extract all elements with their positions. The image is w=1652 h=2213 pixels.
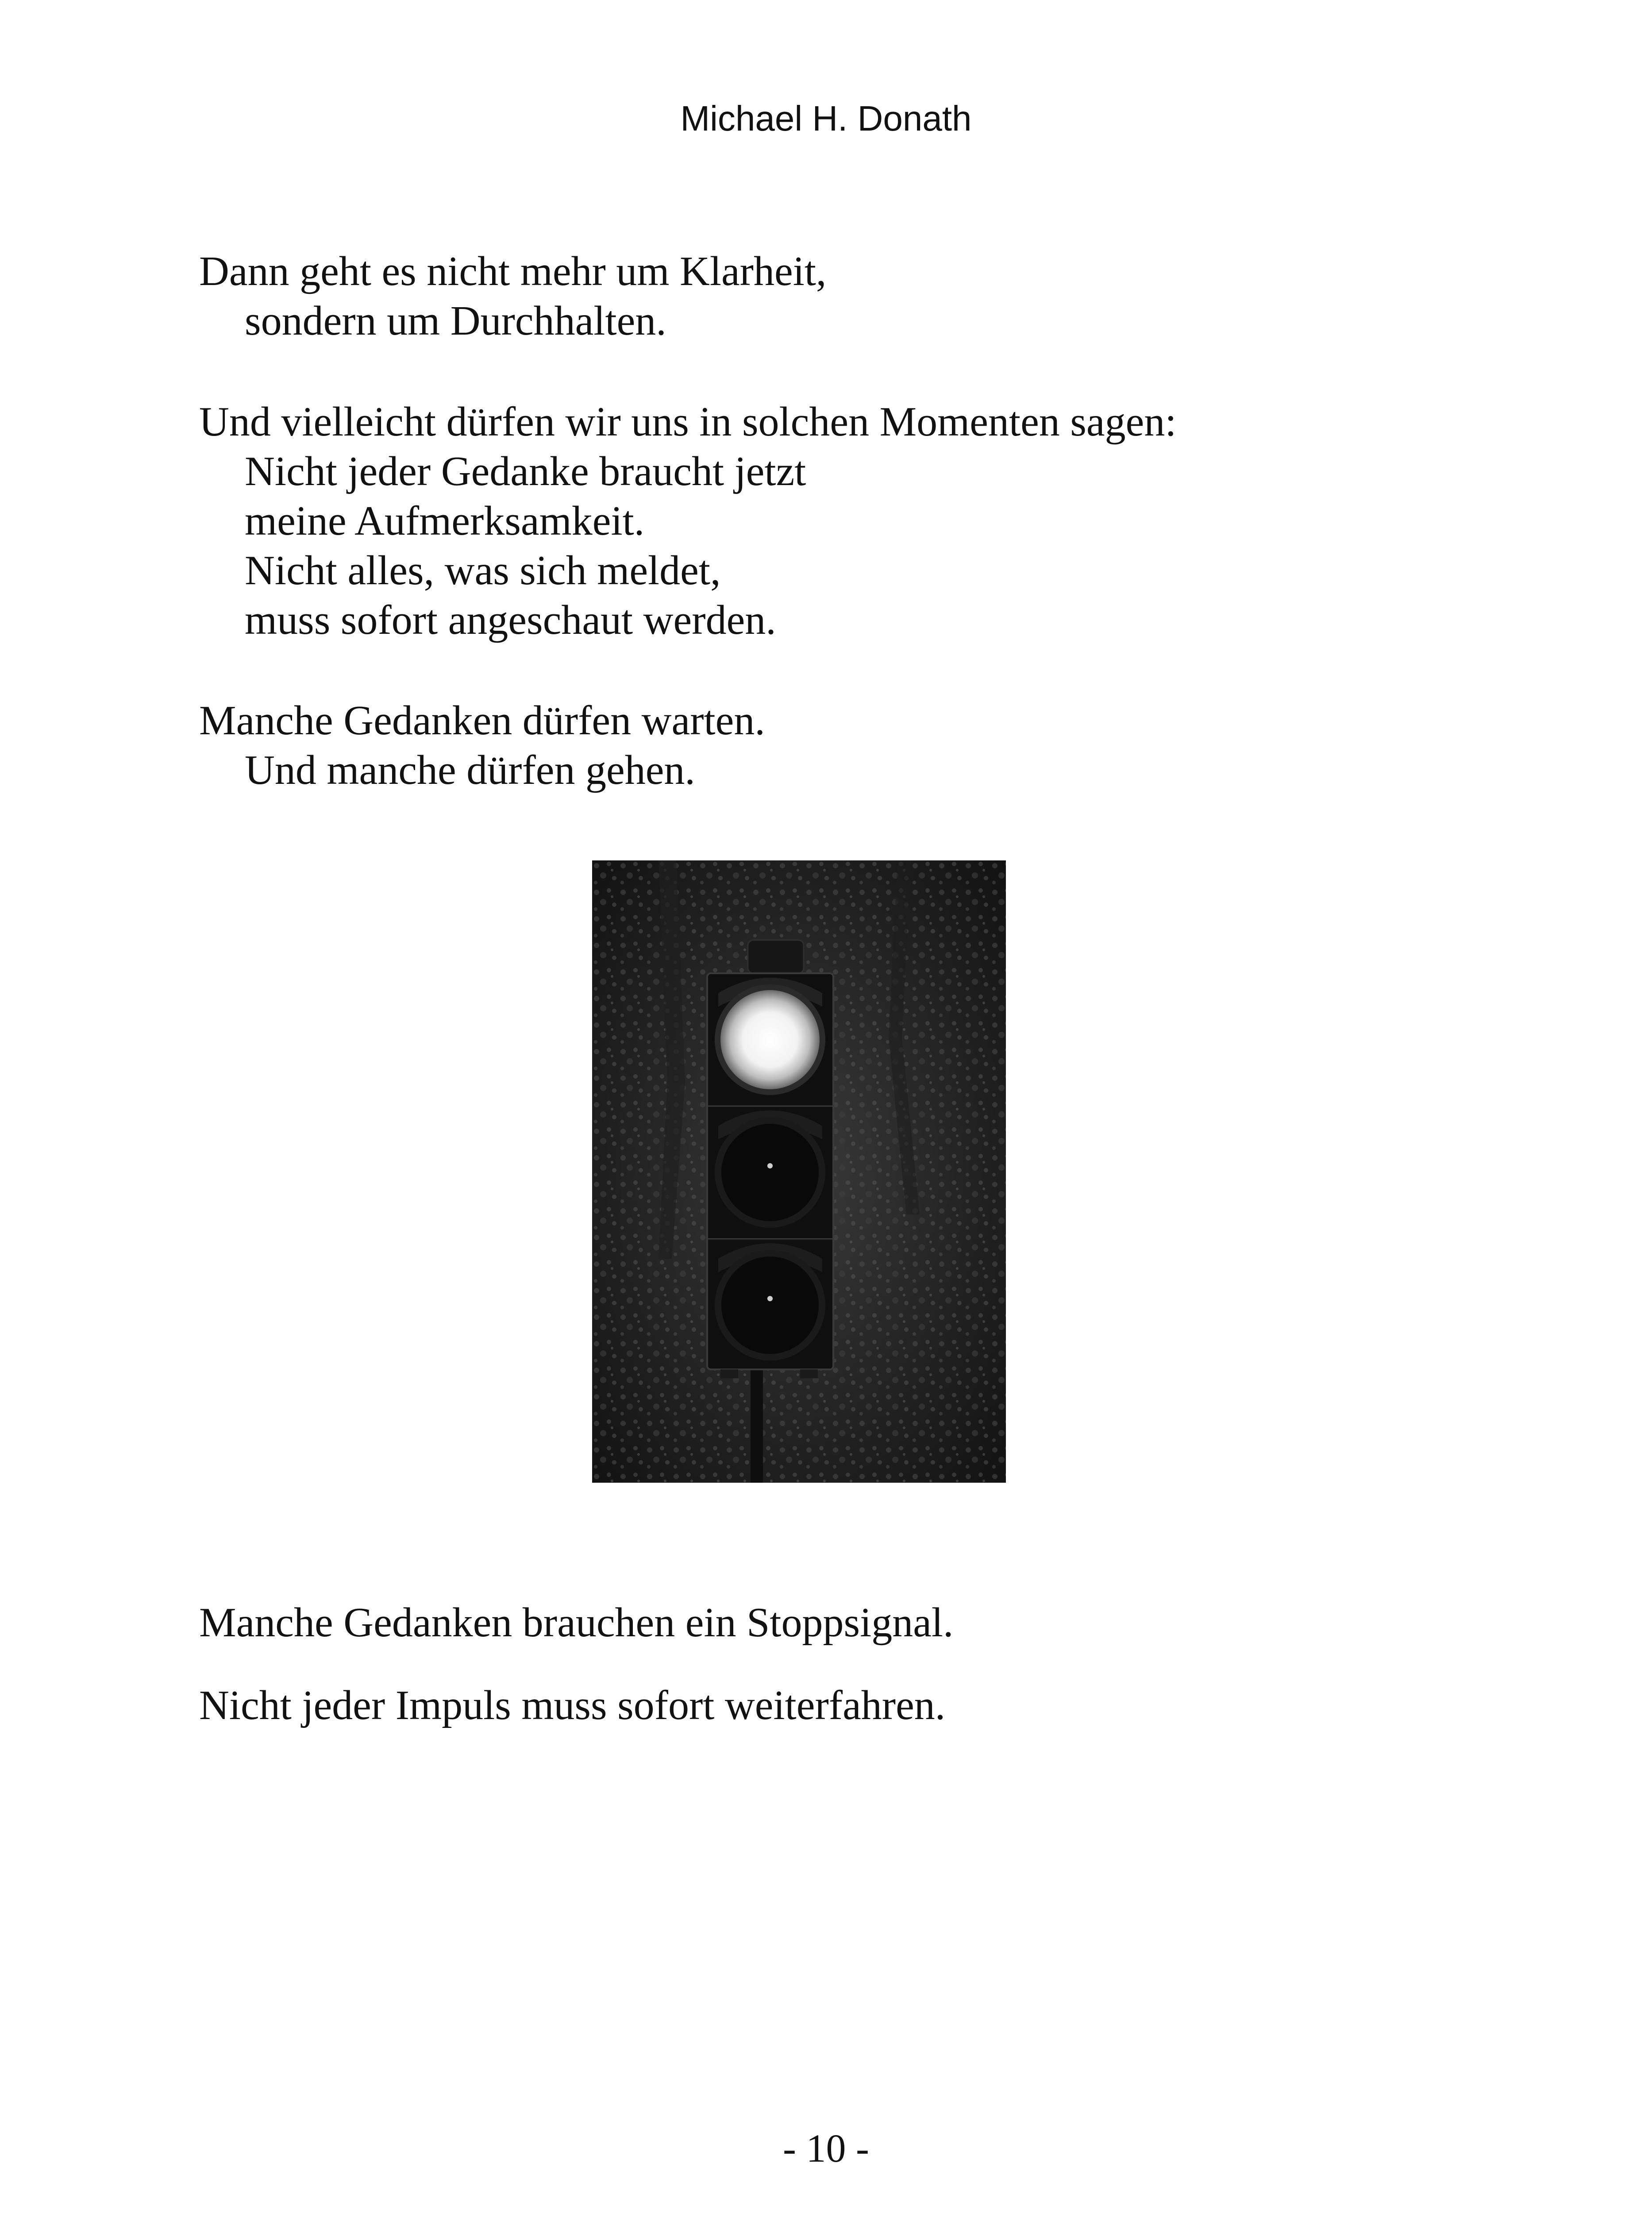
text-line: muss sofort angeschaut werden. bbox=[245, 597, 776, 643]
page-header-author: Michael H. Donath bbox=[680, 99, 972, 138]
text-line: Nicht jeder Impuls muss sofort weiterfahren. bbox=[199, 1682, 946, 1728]
text-line: meine Aufmerksamkeit. bbox=[245, 498, 645, 544]
text-line: Dann geht es nicht mehr um Klarheit, bbox=[199, 248, 827, 294]
text-line: Manche Gedanken brauchen ein Stoppsignal. bbox=[199, 1600, 954, 1646]
text-line: Nicht alles, was sich meldet, bbox=[245, 547, 721, 594]
traffic-light-icon bbox=[592, 860, 1006, 1483]
traffic-light-photo bbox=[592, 860, 1006, 1483]
text-line: Manche Gedanken dürfen warten. bbox=[199, 698, 765, 744]
page-number: - 10 - bbox=[783, 2127, 869, 2171]
text-line: Und manche dürfen gehen. bbox=[245, 747, 695, 793]
text-line: sondern um Durchhalten. bbox=[245, 298, 666, 344]
text-line: Nicht jeder Gedanke braucht jetzt bbox=[245, 448, 806, 494]
text-line: Und vielleicht dürfen wir uns in solchen Momenten sagen: bbox=[199, 399, 1177, 445]
